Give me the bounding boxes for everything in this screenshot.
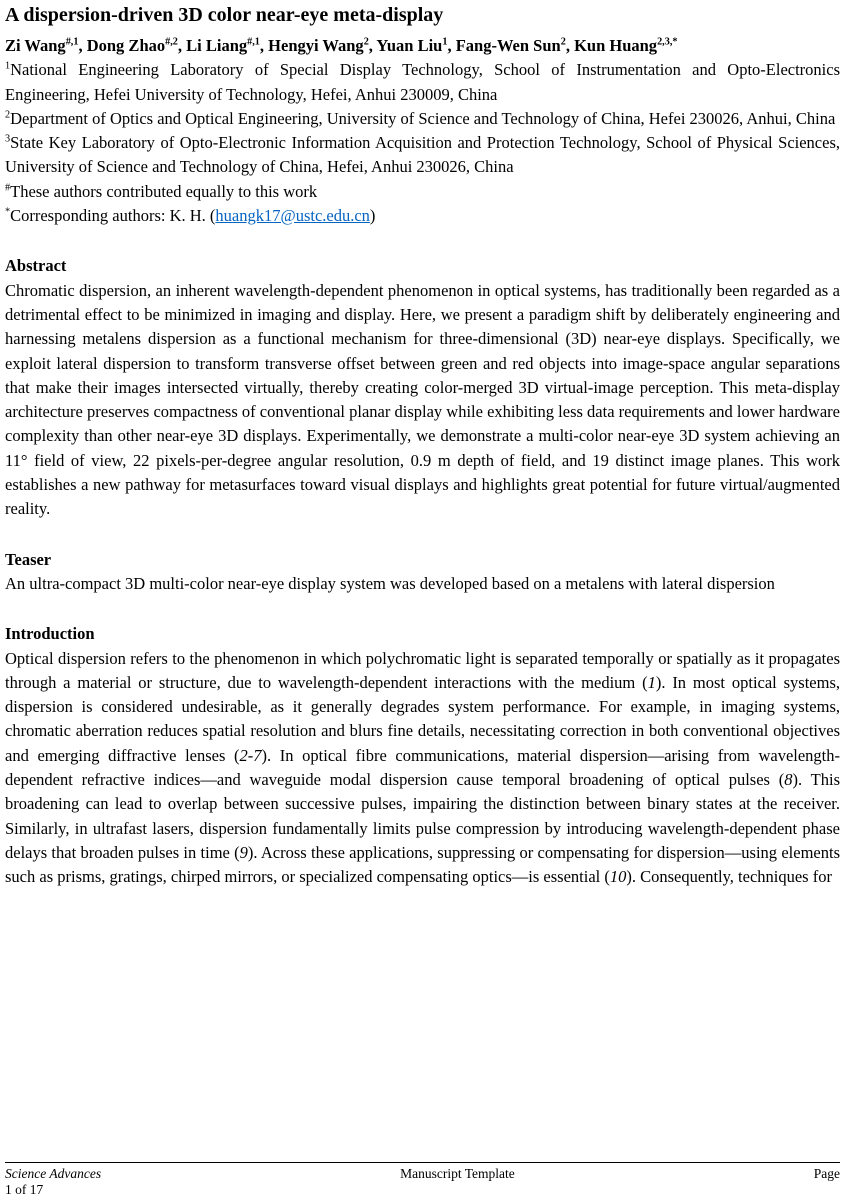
superscript: *: [5, 206, 11, 218]
author-line: [5, 34, 840, 58]
superscript: 1: [442, 36, 448, 48]
text-segment: , Dong Zhao: [78, 36, 166, 55]
introduction-text: [5, 647, 840, 890]
text-segment: 10: [609, 867, 627, 887]
affiliation-2: [5, 107, 840, 131]
email-link[interactable]: huangk17@ustc.edu.cn: [215, 206, 370, 226]
text-segment: , Kun Huang: [565, 36, 658, 55]
introduction-heading: Introduction: [5, 624, 95, 644]
text-segment: 9: [239, 842, 248, 862]
text-segment: ). In most optical systems, dispersion is considered undesirable, as it generally degrades system performance. For example, in imaging systems, chromatic aberration reduces spatial resolution and blurs fine details, necessitating correction in both conventional objectives and emerging diffractive lenses (: [5, 672, 840, 765]
footer-journal-name: Science Advances: [5, 1166, 102, 1181]
teaser-text: An ultra-compact 3D multi-color near-eye display system was developed based on a metalens with lateral dispersion: [5, 573, 775, 593]
text-segment: , Li Liang: [177, 36, 248, 55]
text-segment: ): [369, 206, 376, 226]
superscript: 2: [560, 36, 566, 48]
affiliations-block: [5, 58, 840, 179]
text-segment: State Key Laboratory of Opto-Electronic Information Acquisition and Protection Technology, School of Physical Sciences, University of Science and Technology of China, Hefei, Anhui 230026, China: [5, 133, 840, 177]
text-segment: ). Across these applications, suppressing or compensating for dispersion—using elements such as prisms, gratings, chirped mirrors, or specialized compensating optics—is essential (: [5, 842, 840, 887]
teaser-heading: Teaser: [5, 549, 52, 569]
text-segment: Zi Wang: [5, 36, 66, 55]
text-segment: , Hengyi Wang: [259, 36, 364, 55]
text-segment: ). In optical fibre communications, material dispersion—arising from wavelength-dependent refractive indices—and waveguide modal dispersion cause temporal broadening of optical pulses (: [5, 745, 841, 790]
affiliation-3: [5, 131, 840, 180]
text-segment: Optical dispersion refers to the phenomenon in which polychromatic light is separated temporally or spatially as it propagates through a material or structure, due to wavelength-dependent interactions with the medium (: [5, 648, 840, 692]
superscript: 1: [5, 60, 11, 72]
text-segment: ). This broadening can lead to overlap between successive pulses, impairing the distinction between binary states at the receiver. Similarly, in ultrafast lasers, dispersion fundamentally limits pulse compression by introducing wavelength-dependent phase delays that broaden pulses in time (: [5, 770, 841, 862]
abstract-text: Chromatic dispersion, an inherent wavelength-dependent phenomenon in optical systems, has traditionally been regarded as a detrimental effect to be minimized in imaging and display. Here, we present a paradigm shift by deliberately engineering and harnessing metalens dispersion as a functional mechanism for three-dimensional (3D) near-eye displays. Specifically, we exploit lateral dispersion to transform transverse offset between green and red objects into image-space angular separations that make their images intersected virtually, thereby creating color-merged 3D virtual-image perception. This meta-display architecture preserves compactness of conventional planar display while exhibiting less data requirements and lower hardware complexity than other near-eye 3D displays. Experimentally, we demonstrate a multi-color near-eye 3D system achieving an 11° field of view, 22 pixels-per-degree angular resolution, 0.9 m depth of field, and 19 distinct image planes. This work establishes a new pathway for metasurfaces toward visual displays and highlights great potential for future virtual/augmented reality.: [5, 280, 840, 519]
text-segment: , Fang-Wen Sun: [447, 36, 561, 55]
page-title: A dispersion-driven 3D color near-eye meta-display: [5, 4, 444, 26]
text-segment: 8: [784, 770, 793, 790]
text-segment: Department of Optics and Optical Engineering, University of Science and Technology of China, Hefei 230026, Anhui, China: [10, 108, 836, 128]
footer-template-label: Manuscript Template: [400, 1166, 515, 1181]
corresponding-author-note: [5, 204, 840, 228]
footer-row: [5, 1166, 840, 1181]
superscript: #: [5, 182, 11, 194]
superscript: #,2: [165, 36, 178, 48]
text-segment: 2-7: [239, 745, 262, 765]
text-segment: , Yuan Liu: [368, 36, 443, 55]
superscript: #,1: [65, 36, 79, 48]
text-segment: National Engineering Laboratory of Special Display Technology, School of Instrumentation and Opto-Electronics Engineering, Hefei University of Technology, Hefei, Anhui 230009, China: [5, 60, 840, 104]
author-notes: [5, 180, 840, 229]
footer-page-label: Page: [813, 1166, 840, 1181]
abstract-heading: Abstract: [5, 256, 67, 276]
equal-contribution-note: [5, 180, 840, 204]
affiliation-1: [5, 58, 840, 107]
footer-rule: [5, 1162, 840, 1163]
superscript: #,1: [247, 36, 260, 48]
superscript: 2: [363, 36, 369, 48]
superscript: 2: [5, 109, 11, 121]
superscript: 3: [5, 133, 11, 145]
text-segment: 1: [647, 672, 656, 692]
footer-page-info: 1 of 17: [5, 1182, 44, 1197]
text-segment: These authors contributed equally to this work: [10, 181, 318, 201]
text-segment: Corresponding authors: K. H. (: [10, 206, 216, 226]
superscript: 2,3,*: [657, 36, 678, 48]
text-segment: ). Consequently, techniques for: [626, 867, 832, 887]
page-footer: [0, 1162, 845, 1200]
